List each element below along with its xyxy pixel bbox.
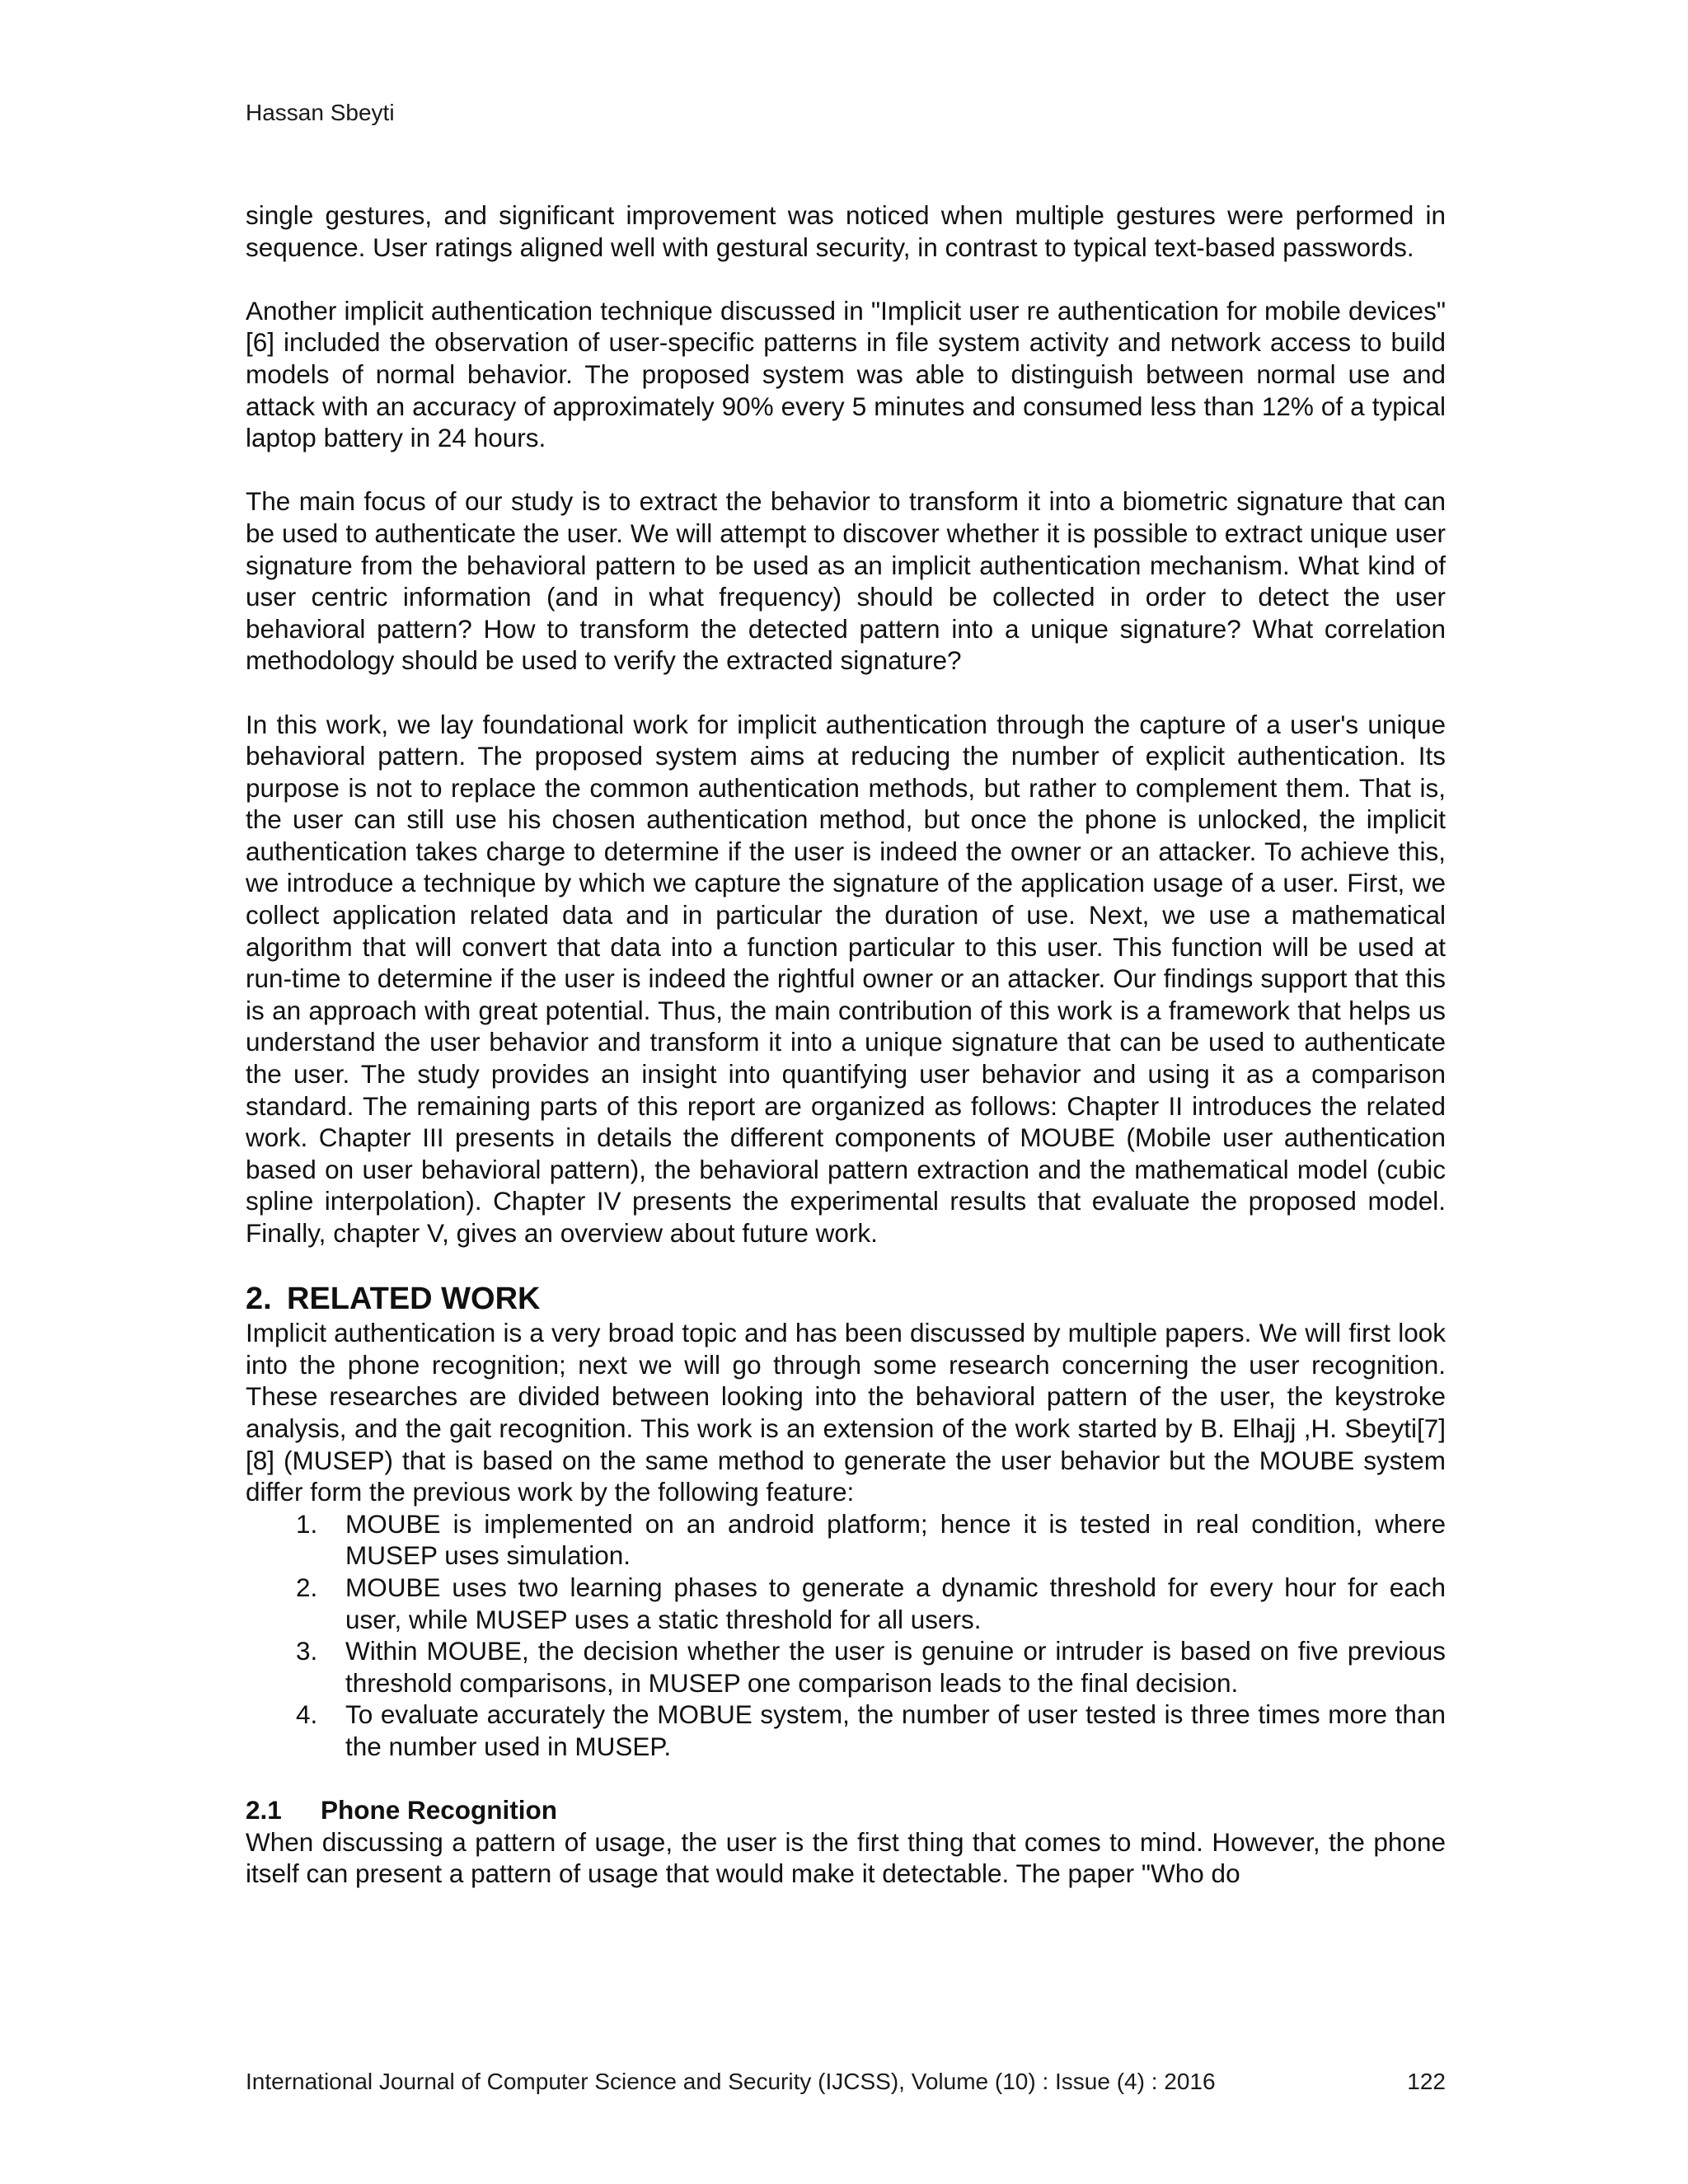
- list-item: [246, 1635, 1446, 1699]
- list-item-text: MOUBE is implemented on an android platform; hence it is tested in real condition, where MUSEP uses simulation.: [345, 1508, 1446, 1571]
- body-paragraph-3: The main focus of our study is to extract the behavior to transform it into a biometric signature that can be used to authenticate the user. We will attempt to discover whether it is possible to extract unique user signature from the behavioral pattern to be used as an implicit authentication mechanism. What kind of user centric information (and in what frequency) should be collected in order to detect the user behavioral pattern? How to transform the detected pattern into a unique signature? What correlation methodology should be used to verify the extracted signature?: [246, 486, 1446, 676]
- section-heading-related-work: [246, 1281, 1446, 1317]
- main-content: [246, 199, 1446, 1890]
- feature-list: [246, 1508, 1446, 1763]
- list-item-text: Within MOUBE, the decision whether the user is genuine or intruder is based on five previous threshold comparisons, in MUSEP one comparison leads to the final decision.: [345, 1636, 1446, 1698]
- section-number: 2.: [246, 1282, 272, 1317]
- list-marker: 3.: [296, 1636, 318, 1666]
- list-item-text: To evaluate accurately the MOBUE system, the number of user tested is three times more than the number used in MUSEP.: [345, 1699, 1446, 1761]
- body-paragraph-1: single gestures, and significant improvement was noticed when multiple gestures were performed in sequence. User ratings aligned well with gestural security, in contrast to typical text-based passwords.: [246, 200, 1446, 262]
- subsection-number: 2.1: [246, 1795, 282, 1825]
- list-item: [246, 1508, 1446, 1572]
- list-item: [246, 1699, 1446, 1762]
- section-title: RELATED WORK: [287, 1282, 541, 1317]
- list-marker: 1.: [296, 1508, 318, 1539]
- list-item: [246, 1572, 1446, 1635]
- subsection-heading-phone-recognition: [246, 1794, 1446, 1826]
- subsection-paragraph: When discussing a pattern of usage, the user is the first thing that comes to mind. However, the phone itself can present a pattern of usage that would make it detectable. The paper "Who do: [246, 1826, 1446, 1889]
- body-paragraph-4: In this work, we lay foundational work for implicit authentication through the capture of a user's unique behavioral pattern. The proposed system aims at reducing the number of explicit authentication. Its purpose is not to replace the common authentication methods, but rather to complement them. That is, the user can still use his chosen authentication method, but once the phone is unlocked, the implicit authentication takes charge to determine if the user is indeed the owner or an attacker. To achieve this, we introduce a technique by which we capture the signature of the application usage of a user. First, we collect application related data and in particular the duration of use. Next, we use a mathematical algorithm that will convert that data into a function particular to this user. This function will be used at run-time to determine if the user is indeed the rightful owner or an attacker. Our findings support that this is an approach with great potential. Thus, the main contribution of this work is a framework that helps us understand the user behavior and transform it into a unique signature that can be used to authenticate the user. The study provides an insight into quantifying user behavior and using it as a comparison standard. The remaining parts of this report are organized as follows: Chapter II introduces the related work. Chapter III presents in details the different components of MOUBE (Mobile user authentication based on user behavioral pattern), the behavioral pattern extraction and the mathematical model (cubic spline interpolation). Chapter IV presents the experimental results that evaluate the proposed model. Finally, chapter V, gives an overview about future work.: [246, 709, 1446, 1248]
- list-marker: 2.: [296, 1572, 318, 1602]
- list-item-text: MOUBE uses two learning phases to generate a dynamic threshold for every hour for each user, while MUSEP uses a static threshold for all users.: [345, 1572, 1446, 1634]
- body-paragraph-2: Another implicit authentication technique discussed in "Implicit user re authentication for mobile devices" [6] included the observation of user-specific patterns in file system activity and network access to build models of normal behavior. The proposed system was able to distinguish between normal use and attack with an accuracy of approximately 90% every 5 minutes and consumed less than 12% of a typical laptop battery in 24 hours.: [246, 295, 1446, 453]
- subsection-title: Phone Recognition: [321, 1795, 557, 1825]
- footer-journal-citation: International Journal of Computer Science and Security (IJCSS), Volume (10) : Issue (4) : 2016: [246, 2069, 1216, 2094]
- list-marker: 4.: [296, 1699, 318, 1730]
- running-head-author: Hassan Sbeyti: [246, 100, 395, 125]
- section-intro-paragraph: Implicit authentication is a very broad topic and has been discussed by multiple papers. We will first look into the phone recognition; next we will go through some research concerning the user recognition. These researches are divided between looking into the behavioral pattern of the user, the keystroke analysis, and the gait recognition. This work is an extension of the work started by B. Elhajj ,H. Sbeyti[7][8] (MUSEP) that is based on the same method to generate the user behavior but the MOUBE system differ form the previous work by the following feature:: [246, 1318, 1446, 1507]
- page-number: 122: [1407, 2069, 1446, 2094]
